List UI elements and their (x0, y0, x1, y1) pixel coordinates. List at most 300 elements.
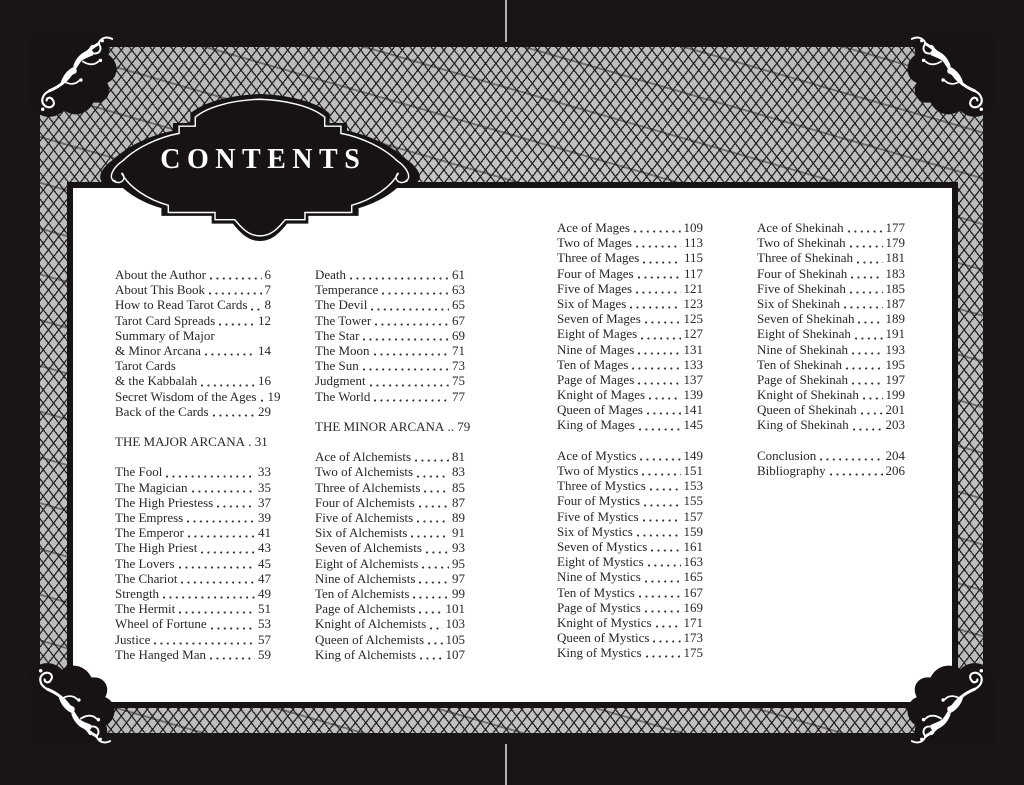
entry-title: About the Author (115, 267, 206, 282)
entry-page-number: 133 (683, 356, 703, 372)
entry-dot-leader (348, 267, 449, 282)
entry-page-number: 33 (258, 464, 271, 480)
entry-title: Two of Mystics (557, 463, 639, 478)
entry-title: Knight of Shekinah (757, 387, 859, 403)
entry-dot-leader (372, 389, 449, 404)
toc-entry (757, 342, 905, 357)
toc-entry (557, 296, 703, 311)
entry-title: Two of Mages (557, 235, 632, 251)
entry-dot-leader (420, 556, 449, 571)
toc-entry (757, 266, 905, 281)
toc-section-heading (315, 418, 471, 434)
entry-page-number: 105 (445, 631, 465, 647)
toc-entry (557, 569, 703, 584)
entry-title: Six of Shekinah (757, 295, 841, 311)
entry-title: The Star (315, 327, 360, 343)
toc-entry (315, 601, 465, 616)
entry-title: Summary of Major (115, 327, 215, 343)
entry-page-number: 69 (452, 327, 465, 343)
entry-title: Ace of Shekinah (757, 220, 844, 235)
entry-page-number: 171 (683, 614, 703, 630)
toc-column-2 (315, 267, 471, 662)
toc-entry (557, 402, 703, 417)
toc-entry (757, 250, 905, 265)
entry-title: Knight of Alchemists (315, 616, 427, 632)
entry-title: THE MINOR ARCANA (315, 418, 445, 434)
entry-dot-leader (646, 554, 681, 569)
entry-page-number: 29 (258, 403, 271, 419)
toc-entry (557, 585, 703, 600)
entry-title: Page of Alchemists (315, 601, 416, 617)
toc-entry (557, 357, 703, 372)
entry-title: The Devil (315, 297, 368, 313)
entry-title: Ace of Alchemists (315, 449, 412, 465)
contents-banner (86, 87, 434, 249)
toc-entry (757, 311, 905, 326)
entry-page-number: 91 (452, 525, 465, 541)
toc-entry (115, 632, 271, 647)
toc-entry (557, 554, 703, 569)
entry-page-number: 77 (452, 388, 465, 404)
entry-dot-leader (846, 220, 883, 235)
toc-entry (557, 630, 703, 645)
entry-dot-leader (632, 220, 681, 235)
toc-entry (315, 282, 465, 297)
entry-title: Five of Alchemists (315, 510, 414, 525)
toc-entry (115, 313, 271, 328)
entry-title: Conclusion (757, 447, 817, 463)
entry-dot-leader (413, 449, 449, 464)
entry-page-number: 191 (885, 326, 905, 342)
entry-title: Bibliography (757, 463, 826, 478)
entry-page-number: 8 (264, 297, 271, 313)
entry-title: The High Priestess (115, 494, 214, 510)
entry-page-number: 127 (683, 326, 703, 342)
entry-dot-leader (640, 463, 680, 478)
entry-page-number: 61 (452, 267, 465, 282)
toc-entry (315, 510, 465, 525)
toc-entry (557, 220, 703, 235)
toc-entry (115, 388, 281, 404)
entry-title: Ten of Mystics (557, 584, 635, 600)
corner-flourish-top-right (906, 34, 994, 122)
toc-entry (557, 645, 703, 660)
entry-page-number: 31 (254, 434, 268, 450)
toc-entry (557, 387, 703, 402)
entry-page-number: 51 (258, 601, 271, 617)
entry-page-number: 197 (885, 371, 905, 387)
toc-gap (557, 433, 703, 448)
entry-title: King of Alchemists (315, 646, 417, 662)
toc-entry (315, 328, 465, 343)
toc-entry (315, 464, 465, 479)
entry-title: Tarot Card Spreads (115, 312, 216, 328)
entry-title: Four of Mages (557, 265, 634, 281)
entry-page-number: 95 (452, 555, 465, 571)
toc-entry (115, 616, 271, 631)
entry-page-number: 71 (452, 342, 465, 358)
toc-entry (115, 571, 271, 586)
entry-dot-leader (861, 387, 883, 402)
corner-flourish-bottom-right (906, 658, 994, 746)
entry-page-number: 14 (258, 342, 271, 358)
toc-entry (315, 540, 465, 555)
toc-entry (557, 235, 703, 250)
entry-page-number: 179 (885, 235, 905, 251)
toc-entry (315, 343, 465, 358)
entry-dot-leader (636, 372, 680, 387)
entry-dot-leader (369, 297, 449, 312)
toc-gap (115, 449, 271, 464)
entry-page-number: 39 (258, 510, 271, 525)
toc-entry (115, 282, 271, 297)
entry-dot-leader (186, 525, 255, 540)
entry-dot-leader (844, 357, 882, 372)
entry-title: Eight of Alchemists (315, 555, 419, 571)
entry-title: Four of Mystics (557, 493, 641, 509)
toc-entry (557, 448, 703, 463)
entry-title: Eight of Shekinah (757, 326, 851, 342)
entry-page-number: 203 (885, 417, 905, 433)
entry-dot-leader (415, 464, 449, 479)
entry-dot-leader (185, 510, 255, 525)
entry-title: The Empress (115, 510, 184, 525)
entry-dot-leader (630, 357, 680, 372)
toc-entry (557, 463, 703, 478)
entry-dot-leader (639, 326, 680, 341)
entry-dot-leader (850, 372, 883, 387)
entry-dot-leader (152, 632, 255, 647)
entry-title: Page of Shekinah (757, 371, 848, 387)
entry-page-number: 43 (258, 540, 271, 556)
toc-entry (557, 372, 703, 387)
entry-dot-leader (417, 495, 449, 510)
entry-dot-leader (643, 311, 681, 326)
entry-page-number: 199 (885, 387, 905, 403)
entry-page-number: 121 (683, 280, 703, 296)
entry-title: Ace of Mages (557, 220, 630, 235)
entry-title: Justice (115, 631, 151, 647)
toc-entry (557, 478, 703, 493)
entry-page-number: 151 (683, 463, 703, 478)
entry-title: The Magician (115, 479, 188, 495)
entry-page-number: 137 (683, 371, 703, 387)
entry-dot-leader (654, 615, 681, 630)
entry-dot-leader (641, 509, 681, 524)
entry-page-number: 53 (258, 616, 271, 632)
entry-title: Ace of Mystics (557, 447, 637, 463)
entry-dot-leader (643, 600, 681, 615)
toc-entry (757, 387, 905, 402)
toc-gap (757, 433, 905, 448)
entry-title: Three of Mages (557, 250, 640, 266)
entry-page-number: 97 (452, 570, 465, 586)
toc-entry (757, 402, 905, 417)
toc-entry (315, 495, 465, 510)
entry-page-number: 131 (683, 341, 703, 357)
entry-page-number: 125 (683, 311, 703, 327)
entry-dot-leader (637, 417, 681, 432)
entry-page-number: 169 (683, 599, 703, 615)
entry-page-number: 7 (264, 282, 271, 298)
entry-dots: . (245, 434, 255, 450)
entry-page-number: 41 (258, 525, 271, 541)
entry-title: Seven of Mystics (557, 538, 648, 554)
entry-title: Five of Mages (557, 280, 633, 296)
entry-page-number: 167 (683, 584, 703, 600)
entry-dot-leader (409, 525, 449, 540)
entry-title: Five of Shekinah (757, 280, 846, 296)
entry-page-number: 177 (885, 220, 905, 235)
entry-title: How to Read Tarot Cards (115, 297, 248, 313)
toc-entry (315, 358, 465, 373)
entry-dot-leader (208, 647, 255, 662)
page-title: CONTENTS (160, 144, 367, 175)
toc-entry (557, 539, 703, 554)
entry-dot-leader (424, 540, 449, 555)
entry-title: Six of Alchemists (315, 525, 408, 541)
toc-entry (115, 495, 271, 510)
entry-page-number: 101 (445, 601, 465, 617)
entry-page-number: 155 (683, 493, 703, 509)
toc-entry (115, 328, 271, 343)
toc-entry (315, 632, 465, 647)
entry-page-number: 107 (445, 646, 465, 662)
entry-page-number: 201 (885, 402, 905, 418)
entry-dot-leader (199, 540, 255, 555)
entry-dot-leader (164, 464, 255, 479)
entry-page-number: 83 (452, 464, 465, 480)
toc-entry (115, 404, 271, 419)
entry-title: Temperance (315, 282, 379, 298)
entry-page-number: 45 (258, 555, 271, 571)
entry-page-number: 161 (683, 538, 703, 554)
entry-page-number: 109 (683, 220, 703, 235)
entry-page-number: 183 (885, 265, 905, 281)
entry-dot-leader (641, 250, 681, 265)
entry-page-number: 19 (267, 388, 281, 404)
entry-title: The Moon (315, 342, 370, 358)
entry-dot-leader (361, 328, 449, 343)
toc-entry (315, 267, 465, 282)
toc-entry (757, 220, 905, 235)
entry-dot-leader (211, 404, 255, 419)
entry-page-number: 81 (452, 449, 465, 465)
toc-entry (315, 647, 465, 662)
entry-title: Three of Mystics (557, 478, 646, 494)
entry-dot-leader (850, 342, 883, 357)
entry-page-number: 115 (683, 250, 703, 266)
entry-page-number: 47 (258, 570, 271, 586)
entry-dot-leader (373, 313, 449, 328)
entry-title: Page of Mages (557, 371, 635, 387)
entry-page-number: 117 (683, 265, 703, 281)
entry-title: The High Priest (115, 540, 198, 556)
toc-entry (757, 463, 905, 478)
entry-dot-leader (161, 586, 255, 601)
toc-entry (315, 586, 465, 601)
entry-title: The Sun (315, 358, 359, 374)
entry-title: Ten of Alchemists (315, 585, 410, 601)
entry-title: The Tower (315, 312, 372, 328)
toc-entry (115, 358, 271, 373)
entry-dot-leader (649, 539, 680, 554)
entry-dot-leader (207, 282, 261, 297)
entry-dot-leader (849, 266, 882, 281)
entry-title: About This Book (115, 282, 206, 298)
entry-title: Seven of Shekinah (757, 311, 855, 327)
toc-gap (115, 419, 271, 434)
entry-title: Six of Mystics (557, 523, 633, 539)
toc-entry (557, 493, 703, 508)
toc-section-heading (115, 434, 271, 449)
entry-title: The Fool (115, 464, 163, 480)
entry-title: The Chariot (115, 570, 178, 586)
entry-page-number: 163 (683, 554, 703, 570)
entry-title: Four of Shekinah (757, 265, 848, 281)
entry-dot-leader (628, 296, 680, 311)
entry-page-number: 65 (452, 297, 465, 313)
toc-entry (757, 372, 905, 387)
toc-entry (315, 525, 465, 540)
entry-dot-leader (249, 297, 261, 312)
toc-entry (115, 297, 271, 312)
entry-dot-leader (643, 569, 681, 584)
entry-dot-leader (859, 402, 883, 417)
toc-entry (115, 540, 271, 555)
entry-page-number: 89 (452, 510, 465, 525)
toc-entry (115, 464, 271, 479)
entry-title: The Lovers (115, 555, 175, 571)
spine-fold-mark-bottom (505, 744, 507, 785)
toc-entry (315, 297, 465, 312)
entry-title: King of Shekinah (757, 417, 849, 433)
entry-title: Three of Alchemists (315, 479, 421, 495)
entry-dot-leader (637, 585, 681, 600)
toc-entry (557, 509, 703, 524)
entry-dot-leader (855, 250, 882, 265)
entry-title: Nine of Alchemists (315, 570, 416, 586)
entry-page-number: 63 (452, 282, 465, 298)
entry-dot-leader (636, 266, 681, 281)
entry-dot-leader (203, 343, 255, 358)
entry-title: Queen of Mages (557, 402, 643, 418)
entry-dot-leader (853, 326, 883, 341)
entry-title: Judgment (315, 373, 366, 389)
entry-title: Back of the Cards (115, 403, 209, 419)
toc-entry (115, 343, 271, 358)
entry-dot-leader (217, 313, 255, 328)
entry-dot-leader (199, 373, 255, 388)
entry-page-number: 141 (683, 402, 703, 418)
entry-dot-leader (411, 586, 449, 601)
corner-flourish-bottom-left (28, 658, 116, 746)
toc-entry (115, 586, 271, 601)
toc-entry (115, 525, 271, 540)
entry-title: Eight of Mystics (557, 554, 644, 570)
entry-dot-leader (648, 478, 681, 493)
entry-dot-leader (177, 601, 255, 616)
toc-entry (557, 326, 703, 341)
entry-dot-leader (259, 389, 265, 404)
toc-entry (315, 449, 465, 464)
entry-page-number: 113 (683, 235, 703, 251)
toc-entry (115, 480, 271, 495)
entry-title: Queen of Mystics (557, 630, 650, 646)
entry-page-number: 149 (683, 447, 703, 463)
toc-entry (557, 615, 703, 630)
entry-dot-leader (851, 417, 883, 432)
toc-entry (315, 480, 465, 495)
toc-entry (757, 281, 905, 296)
spine-fold-mark-top (505, 0, 507, 42)
entry-title: Five of Mystics (557, 508, 639, 524)
entry-dot-leader (645, 402, 681, 417)
toc-entry (115, 510, 271, 525)
entry-page-number: 185 (885, 280, 905, 296)
entry-page-number: 99 (452, 585, 465, 601)
entry-dot-leader (635, 524, 681, 539)
entry-dot-leader (417, 601, 442, 616)
entry-title: Ten of Shekinah (757, 356, 843, 372)
entry-dots: .. (444, 418, 458, 434)
toc-entry (557, 311, 703, 326)
toc-entry (115, 601, 271, 616)
entry-dot-leader (422, 480, 449, 495)
toc-entry (557, 524, 703, 539)
entry-title: King of Mystics (557, 645, 642, 661)
entry-page-number: 75 (452, 373, 465, 389)
entry-page-number: 195 (885, 356, 905, 372)
entry-page-number: 37 (258, 494, 271, 510)
entry-dot-leader (828, 463, 883, 478)
entry-page-number: 189 (885, 311, 905, 327)
toc-gap (315, 434, 465, 449)
toc-entry (757, 296, 905, 311)
entry-page-number: 12 (258, 312, 271, 328)
entry-title: Three of Shekinah (757, 250, 854, 266)
entry-dot-leader (179, 571, 255, 586)
entry-title: Knight of Mystics (557, 614, 652, 630)
entry-title: Strength (115, 585, 160, 601)
entry-dot-leader (842, 296, 882, 311)
entry-page-number: 157 (683, 508, 703, 524)
entry-page-number: 59 (258, 646, 271, 662)
entry-title: Page of Mystics (557, 599, 641, 615)
entry-dot-leader (426, 632, 442, 647)
entry-page-number: 173 (683, 630, 703, 646)
entry-title: Seven of Mages (557, 311, 641, 327)
entry-dot-leader (372, 343, 449, 358)
entry-dot-leader (642, 493, 680, 508)
toc-gap (315, 404, 465, 419)
entry-title: Six of Mages (557, 295, 627, 311)
entry-dot-leader (818, 448, 882, 463)
entry-page-number: 139 (683, 387, 703, 403)
entry-page-number: 57 (258, 631, 271, 647)
entry-title: Nine of Mages (557, 341, 635, 357)
entry-dot-leader (856, 311, 882, 326)
toc-entry (757, 417, 905, 432)
entry-dot-leader (415, 510, 449, 525)
entry-dot-leader (428, 616, 442, 631)
toc-entry (315, 571, 465, 586)
entry-title: Two of Shekinah (757, 235, 846, 251)
entry-page-number: 103 (445, 616, 465, 632)
entry-title: The Hermit (115, 601, 176, 617)
entry-title: Nine of Shekinah (757, 341, 848, 357)
entry-dot-leader (636, 342, 680, 357)
